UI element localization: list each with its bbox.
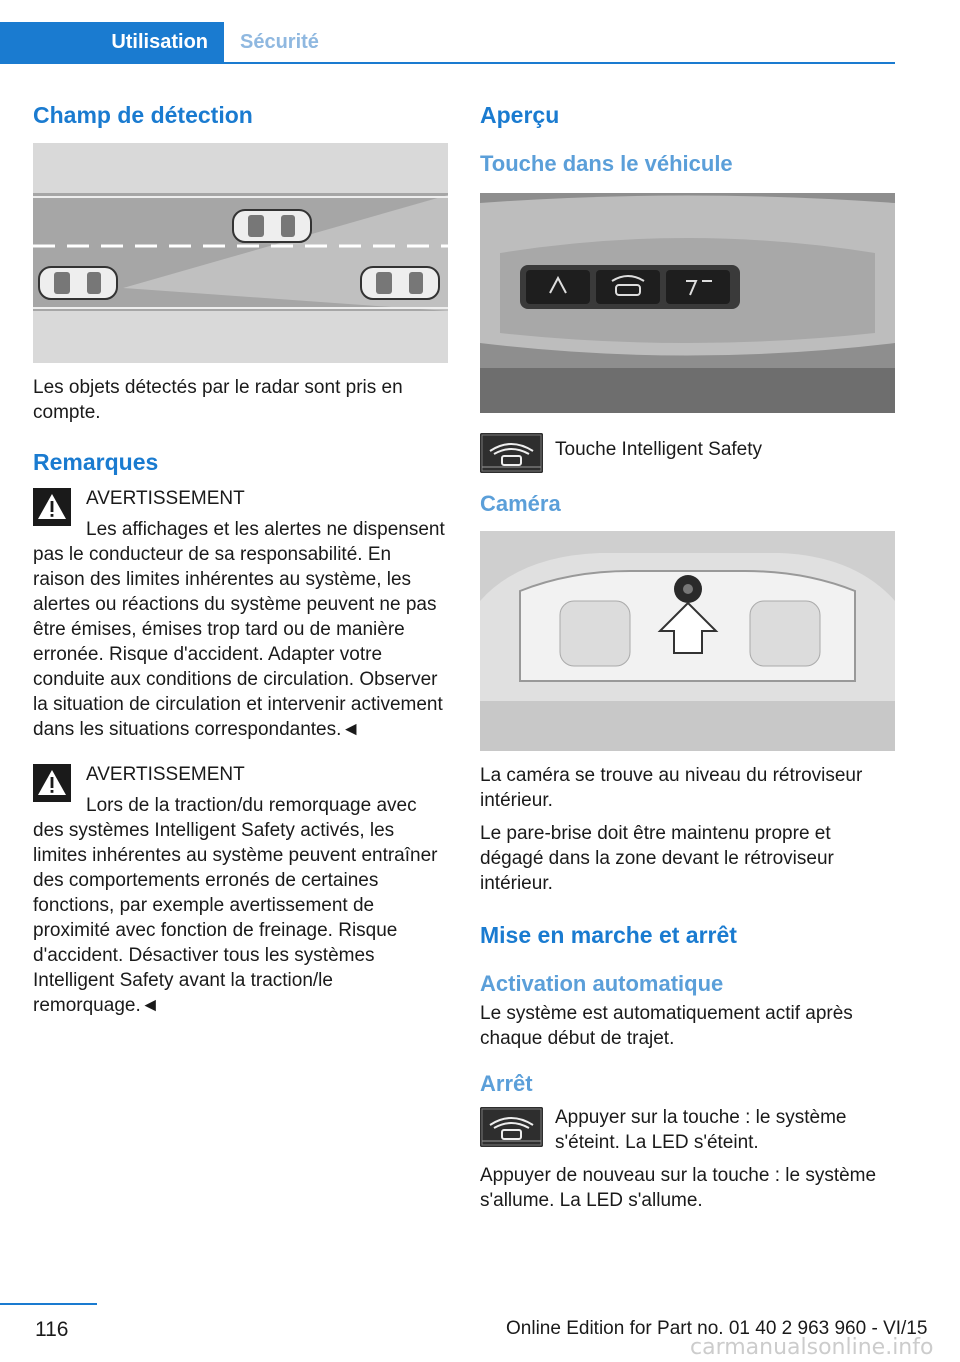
warning-2-title: AVERTISSEMENT	[86, 764, 245, 785]
key-intelligent-safety-label: Touche Intelligent Safety	[555, 439, 763, 460]
vehicle-buttons-photo	[480, 193, 895, 413]
camera-paragraph-1: La caméra se trouve au niveau du rétroviseur intérieur.	[480, 765, 863, 811]
heading-remarques: Remarques	[33, 449, 159, 475]
camera-photo	[480, 531, 895, 751]
radar-diagram	[33, 143, 448, 363]
arret-key-row	[480, 1105, 895, 1155]
heading-activation-automatique: Activation automatique	[480, 971, 724, 996]
camera-illustration	[480, 531, 895, 751]
camera-paragraph-2: Le pare-brise doit être maintenu propre et dégagé dans la zone devant le rétroviseur intérieur.	[480, 823, 834, 894]
car-right-icon	[361, 267, 439, 299]
intelligent-safety-key-icon	[480, 1107, 543, 1147]
button-panel-illustration	[480, 193, 895, 413]
heading-champ-detection: Champ de détection	[33, 102, 253, 128]
car-left-icon	[39, 267, 117, 299]
tab-securite[interactable]: Sécurité	[240, 31, 319, 53]
warning-icon	[33, 764, 71, 802]
heading-camera: Caméra	[480, 491, 561, 516]
car-top-icon	[233, 210, 311, 242]
header-tabs	[0, 22, 895, 64]
caption-champ-detection: Les objets détectés par le radar sont pris en compte.	[33, 377, 403, 423]
page-number: 116	[35, 1318, 69, 1341]
warning-block-2	[33, 762, 448, 1018]
right-column	[480, 100, 895, 1213]
heading-arret: Arrêt	[480, 1071, 533, 1096]
warning-1-text: Les affichages et les alertes ne dispensent pas le conducteur de sa responsabilité. En raison des limites inhérentes au système, les alertes ou réactions du système peuvent ne pas être émises, émises trop tard ou de manière erronée. Risque d'accident. Adapter votre conduite aux conditions de circulation. Observer la situation de circulation et intervenir activement dans les situations correspondantes.◄	[33, 519, 445, 740]
activation-text: Le système est automatiquement actif après chaque début de trajet.	[480, 1003, 853, 1049]
footer-rule	[0, 1303, 97, 1305]
arret-text-2: Appuyer de nouveau sur la touche : le système s'allume. La LED s'allume.	[480, 1165, 877, 1211]
edition-text: Online Edition for Part no. 01 40 2 963 960 - VI/15	[506, 1318, 928, 1339]
tab-utilisation[interactable]: Utilisation	[0, 22, 224, 62]
warning-1-title: AVERTISSEMENT	[86, 488, 245, 509]
warning-2-text: Lors de la traction/du remorquage avec des systèmes Intelligent Safety activés, les limites inhérentes au système peuvent entraîner des comportements erronés de certaines fonctions, par exemple avertissement de proximité avec fonction de freinage. Risque d'accident. Désactiver tous les systèmes Intelligent Safety avant la traction/le remorquage.◄	[33, 795, 438, 1016]
key-intelligent-safety-row	[480, 431, 895, 477]
left-column	[33, 100, 448, 1018]
heading-mise-en-marche: Mise en marche et arrêt	[480, 922, 737, 948]
heading-apercu: Aperçu	[480, 102, 560, 128]
arret-key-text: Appuyer sur la touche : le système s'éteint. La LED s'éteint.	[555, 1107, 847, 1153]
intelligent-safety-key-icon	[480, 433, 543, 473]
warning-icon	[33, 488, 71, 526]
radar-detection-figure	[33, 143, 448, 363]
heading-touche-vehicule: Touche dans le véhicule	[480, 151, 733, 176]
watermark: carmanualsonline.info	[690, 1335, 934, 1360]
warning-block-1	[33, 486, 448, 742]
